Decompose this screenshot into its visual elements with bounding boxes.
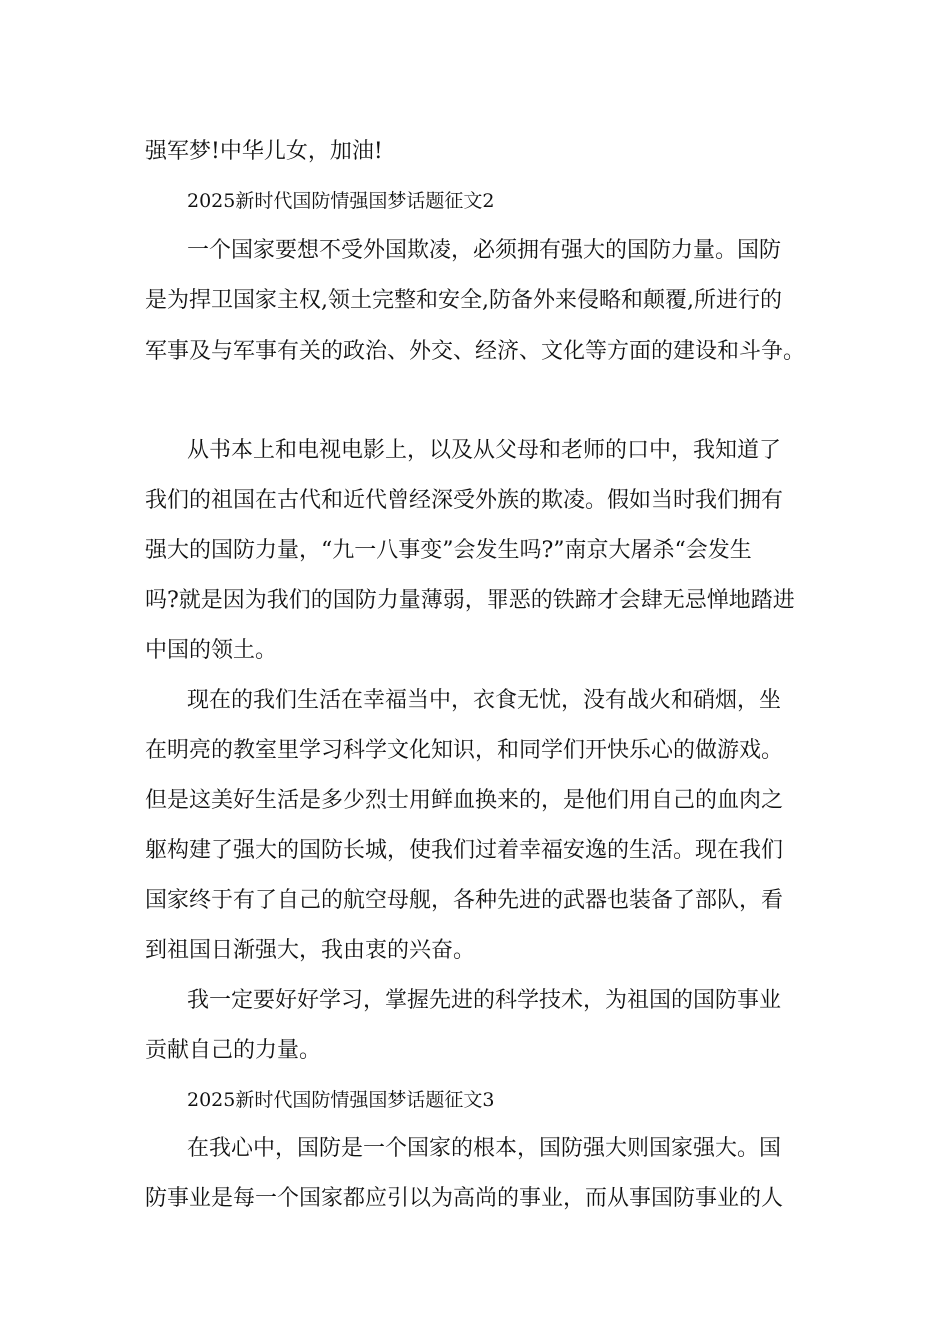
text-line: 中国的领土。 bbox=[145, 638, 278, 663]
text-line: 我们的祖国在古代和近代曾经深受外族的欺凌。假如当时我们拥有 bbox=[145, 488, 784, 513]
text-line: 是为捍卫国家主权,领土完整和安全,防备外来侵略和颠覆,所进行的 bbox=[145, 288, 782, 313]
text-line: 在明亮的教室里学习科学文化知识，和同学们开快乐心的做游戏。 bbox=[145, 738, 784, 763]
text-line: 一个国家要想不受外国欺凌，必须拥有强大的国防力量。国防 bbox=[187, 238, 782, 263]
text-line: 强大的国防力量，“九一八事变”会发生吗?”南京大屠杀“会发生 bbox=[145, 538, 752, 563]
text-line: 吗?就是因为我们的国防力量薄弱，罪恶的铁蹄才会肆无忌惮地踏进 bbox=[145, 588, 795, 613]
text-line: 军事及与军事有关的政治、外交、经济、文化等方面的建设和斗争。 bbox=[145, 339, 806, 364]
text-line: 国家终于有了自己的航空母舰，各种先进的武器也装备了部队，看 bbox=[145, 888, 784, 913]
text-line: 但是这美好生活是多少烈士用鲜血换来的，是他们用自己的血肉之 bbox=[145, 788, 784, 813]
text-line: 现在的我们生活在幸福当中，衣食无忧，没有战火和硝烟，坐 bbox=[187, 688, 782, 713]
text-line: 在我心中，国防是一个国家的根本，国防强大则国家强大。国 bbox=[187, 1136, 782, 1161]
text-line: 我一定要好好学习，掌握先进的科学技术，为祖国的国防事业 bbox=[187, 988, 782, 1013]
text-line: 到祖国日渐强大，我由衷的兴奋。 bbox=[145, 938, 476, 963]
text-line: 强军梦!中华儿女，加油! bbox=[145, 139, 383, 164]
text-line: 防事业是每一个国家都应引以为高尚的事业，而从事国防事业的人 bbox=[145, 1186, 784, 1211]
essay-heading-2: 2025新时代国防情强国梦话题征文2 bbox=[187, 190, 495, 212]
text-line: 躯构建了强大的国防长城，使我们过着幸福安逸的生活。现在我们 bbox=[145, 838, 784, 863]
essay-heading-3: 2025新时代国防情强国梦话题征文3 bbox=[187, 1089, 495, 1111]
text-line: 贡献自己的力量。 bbox=[145, 1038, 322, 1063]
text-line: 从书本上和电视电影上，以及从父母和老师的口中，我知道了 bbox=[187, 438, 782, 463]
